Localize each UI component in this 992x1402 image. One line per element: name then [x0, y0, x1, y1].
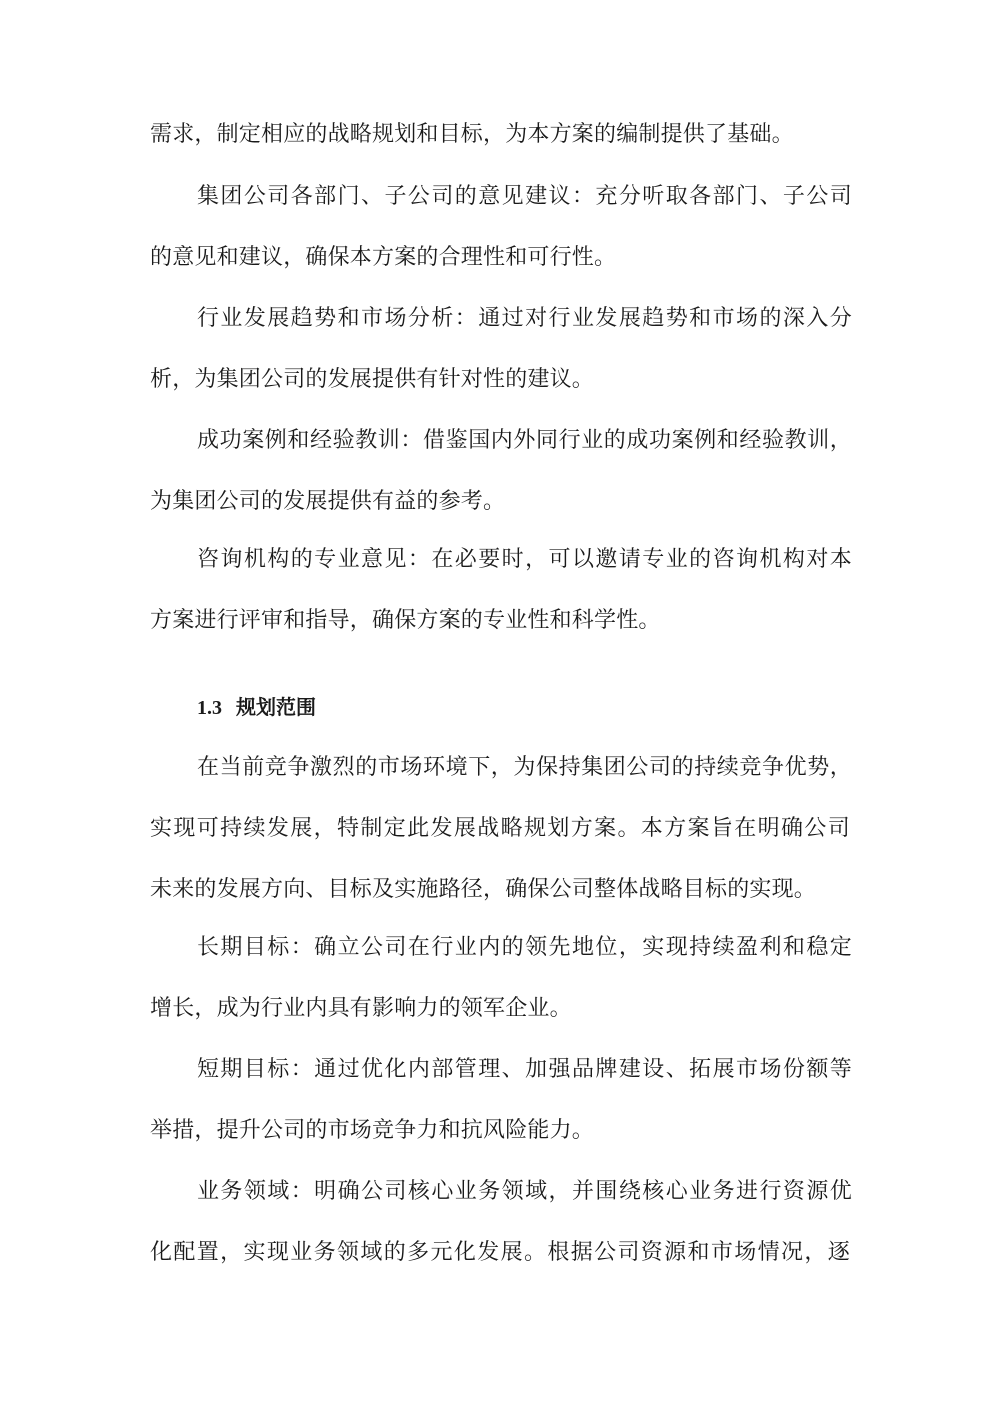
paragraph-line: 需求，制定相应的战略规划和目标，为本方案的编制提供了基础。 [150, 122, 794, 147]
paragraph-line: 析，为集团公司的发展提供有针对性的建议。 [150, 367, 595, 392]
paragraph-line: 在当前竞争激烈的市场环境下，为保持集团公司的持续竞争优势， [197, 755, 852, 780]
section-number: 1.3 [197, 697, 222, 719]
paragraph-line: 成功案例和经验教训：借鉴国内外同行业的成功案例和经验教训， [197, 428, 852, 453]
paragraph-line: 方案进行评审和指导，确保方案的专业性和科学性。 [150, 608, 661, 633]
paragraph-line: 行业发展趋势和市场分析：通过对行业发展趋势和市场的深入分 [197, 306, 852, 331]
section-heading [197, 692, 316, 723]
paragraph-line: 短期目标：通过优化内部管理、加强品牌建设、拓展市场份额等 [197, 1057, 852, 1082]
paragraph-line: 长期目标：确立公司在行业内的领先地位，实现持续盈利和稳定 [197, 935, 852, 960]
paragraph-line: 实现可持续发展，特制定此发展战略规划方案。本方案旨在明确公司 [150, 816, 850, 841]
paragraph-line: 为集团公司的发展提供有益的参考。 [150, 489, 506, 514]
paragraph-line: 化配置，实现业务领域的多元化发展。根据公司资源和市场情况，逐 [150, 1240, 850, 1265]
paragraph-line: 的意见和建议，确保本方案的合理性和可行性。 [150, 245, 617, 270]
paragraph-line: 举措，提升公司的市场竞争力和抗风险能力。 [150, 1118, 595, 1143]
section-title: 规划范围 [236, 695, 316, 719]
paragraph-line: 增长，成为行业内具有影响力的领军企业。 [150, 996, 572, 1021]
paragraph-line: 咨询机构的专业意见：在必要时，可以邀请专业的咨询机构对本 [197, 547, 852, 572]
paragraph-line: 集团公司各部门、子公司的意见建议：充分听取各部门、子公司 [197, 184, 852, 209]
paragraph-line: 业务领域：明确公司核心业务领域，并围绕核心业务进行资源优 [197, 1179, 852, 1204]
paragraph-line: 未来的发展方向、目标及实施路径，确保公司整体战略目标的实现。 [150, 877, 817, 902]
